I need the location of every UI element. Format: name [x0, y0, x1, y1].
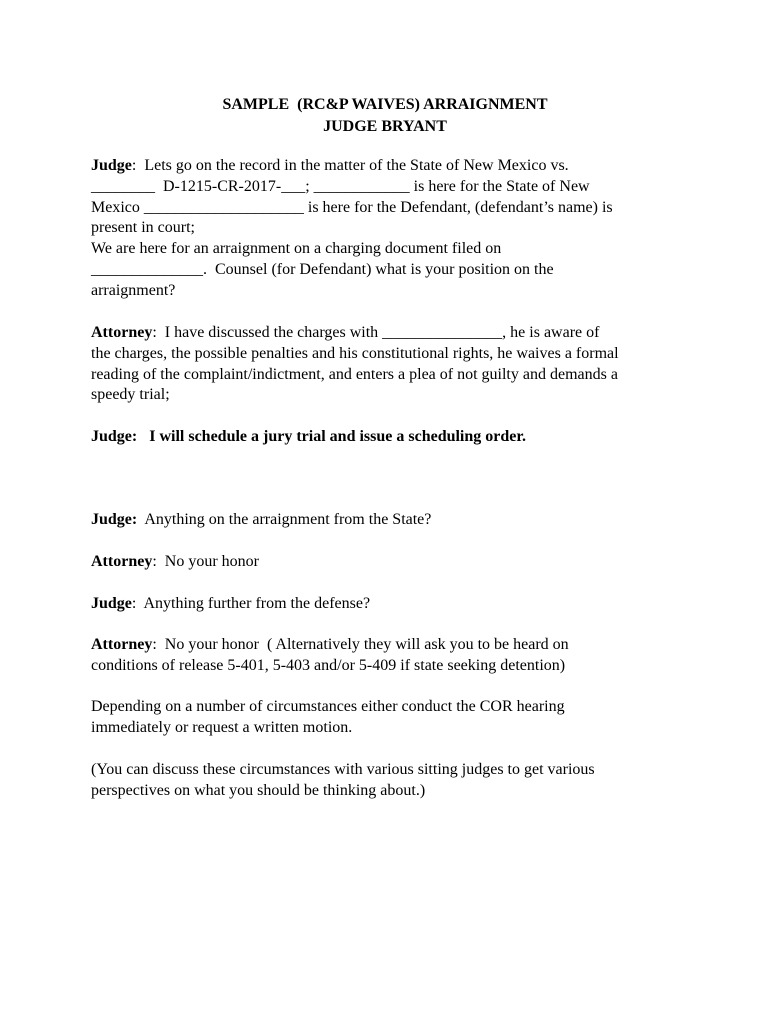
judge-opening-paragraph	[91, 156, 691, 302]
paragraph-text: : Anything further from the defense?	[131, 595, 371, 612]
paragraph-text: : No your honor ( Alternatively they will ask you to be heard on	[152, 636, 569, 653]
paragraph-text: : Lets go on the record in the matter of the State of New Mexico vs.	[131, 157, 569, 174]
speaker-label: Attorney	[91, 324, 153, 341]
speaker-label: Judge	[91, 157, 132, 174]
attorney-response-2	[91, 635, 691, 677]
paragraph-line: We are here for an arraignment on a charging document filed on	[91, 240, 502, 258]
paragraph-text: Anything on the arraignment from the State?	[137, 511, 432, 528]
speaker-label: Judge	[91, 595, 132, 612]
paragraph-line: arraignment?	[91, 281, 176, 299]
paragraph-line: ________ D-1215-CR-2017-___; ____________ is here for the State of New	[91, 177, 590, 195]
speaker-label: Attorney	[91, 636, 153, 653]
paragraph-line: reading of the complaint/indictment, and enters a plea of not guilty and demands a	[91, 365, 618, 383]
judge-state-question	[91, 510, 691, 531]
paragraph-line: the charges, the possible penalties and his constitutional rights, he waives a formal	[91, 344, 619, 362]
speaker-label: Judge:	[91, 511, 138, 528]
paragraph-text: : I have discussed the charges with _______________, he is aware of	[152, 324, 600, 341]
cor-hearing-note	[91, 697, 691, 739]
paragraph-line: present in court;	[91, 219, 195, 237]
paragraph-text: : No your honor	[152, 553, 259, 570]
paragraph-line: Mexico ____________________ is here for the Defendant, (defendant’s name) is	[91, 198, 613, 216]
perspectives-note	[91, 760, 691, 802]
attorney-waiver-paragraph	[91, 323, 691, 406]
paragraph-line: immediately or request a written motion.	[91, 718, 353, 736]
speaker-label: Attorney	[91, 553, 153, 570]
paragraph-line: conditions of release 5-401, 5-403 and/or 5-409 if state seeking detention)	[91, 656, 566, 674]
document-title: SAMPLE (RC&P WAIVES) ARRAIGNMENT	[222, 96, 548, 113]
paragraph-line: Depending on a number of circumstances either conduct the COR hearing	[91, 698, 565, 715]
judge-defense-question	[91, 594, 691, 615]
paragraph-line: Judge: I will schedule a jury trial and issue a scheduling order.	[91, 428, 527, 445]
judge-scheduling-paragraph	[91, 427, 691, 448]
paragraph-line: (You can discuss these circumstances with various sitting judges to get various	[91, 761, 595, 778]
paragraph-line: speedy trial;	[91, 386, 170, 404]
paragraph-line: ______________. Counsel (for Defendant) what is your position on the	[91, 260, 554, 278]
paragraph-line: perspectives on what you should be thinking about.)	[91, 781, 426, 799]
document-subtitle: JUDGE BRYANT	[323, 118, 447, 135]
attorney-response-1	[91, 552, 691, 573]
